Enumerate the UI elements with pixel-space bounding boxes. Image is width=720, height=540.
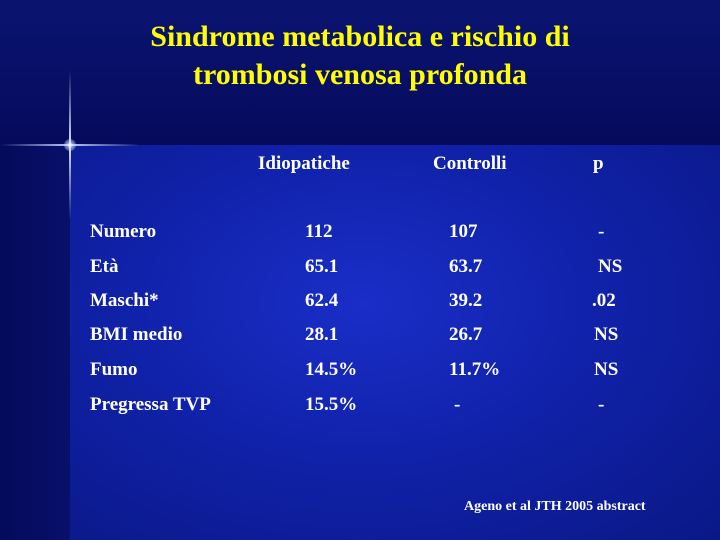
cell-controlli: 26.7 bbox=[449, 324, 483, 345]
slide-left-band bbox=[0, 145, 70, 540]
row-label: Maschi* bbox=[90, 290, 159, 311]
cell-idiopatiche: 28.1 bbox=[305, 324, 339, 345]
row-label: Numero bbox=[90, 221, 157, 242]
cell-idiopatiche: 15.5% bbox=[305, 394, 358, 415]
column-header-controlli: Controlli bbox=[433, 153, 507, 174]
cell-idiopatiche: 112 bbox=[305, 221, 333, 242]
cell-idiopatiche: 62.4 bbox=[305, 290, 339, 311]
cell-controlli: 63.7 bbox=[449, 256, 483, 277]
row-label: Età bbox=[90, 256, 119, 277]
cell-idiopatiche: 14.5% bbox=[305, 359, 358, 380]
row-label: BMI medio bbox=[90, 324, 183, 345]
row-label: Fumo bbox=[90, 359, 138, 380]
row-label: Pregressa TVP bbox=[90, 394, 211, 415]
column-header-idiopatiche: Idiopatiche bbox=[258, 153, 350, 174]
cell-p: NS bbox=[594, 324, 619, 345]
cell-p: - bbox=[598, 394, 605, 415]
slide-title-line-1: Sindrome metabolica e rischio di bbox=[150, 20, 570, 53]
cell-p: NS bbox=[598, 256, 623, 277]
cell-p: - bbox=[598, 221, 605, 242]
cell-p: NS bbox=[594, 359, 619, 380]
cell-controlli: 11.7% bbox=[449, 359, 501, 380]
sparkle-star-icon bbox=[64, 139, 76, 151]
column-header-p: p bbox=[593, 153, 604, 174]
slide-title bbox=[0, 18, 720, 94]
cell-controlli: - bbox=[454, 394, 461, 415]
slide-title-line-2: trombosi venosa profonda bbox=[193, 58, 527, 91]
cell-idiopatiche: 65.1 bbox=[305, 256, 339, 277]
cell-p: .02 bbox=[592, 290, 616, 311]
citation-text: Ageno et al JTH 2005 abstract bbox=[464, 499, 646, 514]
cell-controlli: 39.2 bbox=[449, 290, 483, 311]
cell-controlli: 107 bbox=[449, 221, 478, 242]
